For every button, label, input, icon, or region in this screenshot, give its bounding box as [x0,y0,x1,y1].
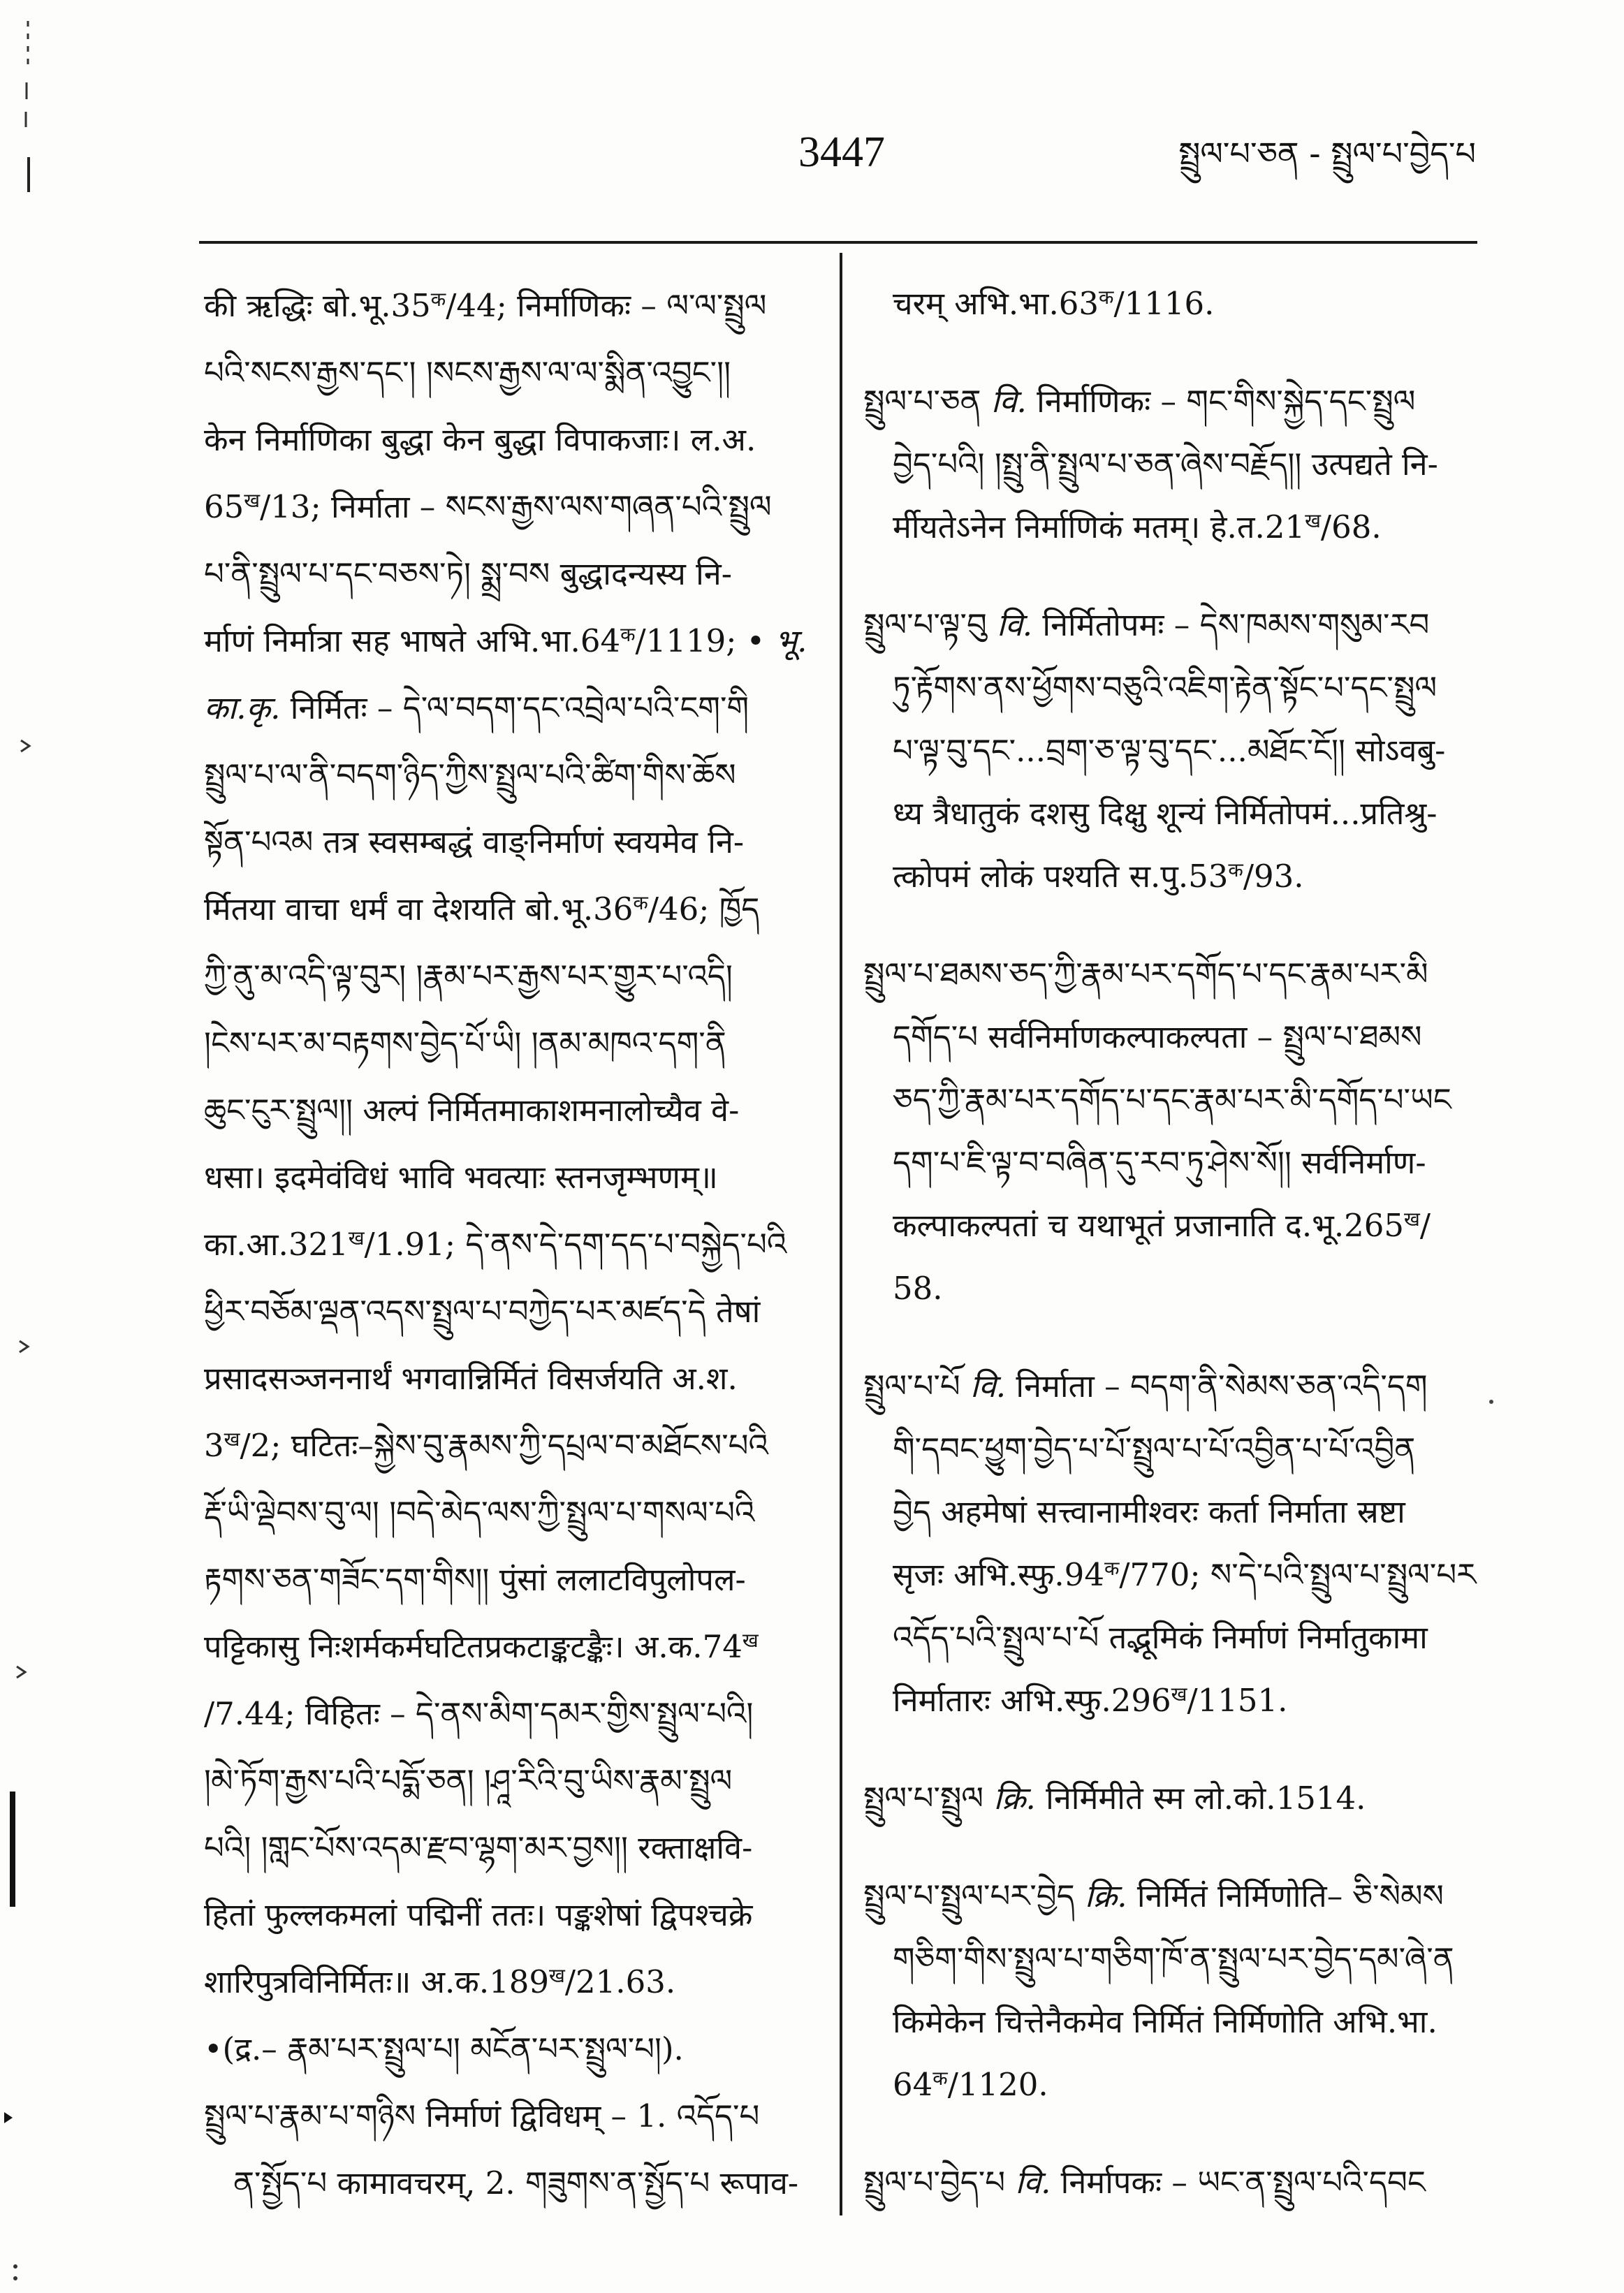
text-segment: བྱེད་པའི། །སྤྲུ་ནི་སྤྲུལ་པ་ཅན་ཞེས་བརྗོད།། उत्पद्यते नि- [893,446,1438,483]
text-line [863,1606,1479,1669]
folio-side-superscript: क [1099,285,1114,309]
text-segment: པ་ནི་སྤྲུལ་པ་དང་བཅས་ཏེ། སྨྲ་བས बुद्धादन्यस्य नि- [204,555,732,592]
text-segment: /1151. [1187,1682,1288,1719]
grammar-abbreviation: क्रि. [1085,1877,1127,1914]
text-segment: ན་སྤྱོད་པ कामावचरम्, 2. གཟུགས་ན་སྤྱོད་པ रूपाव- [233,2164,799,2202]
text-segment: འདོད་པའི་སྤྲུལ་པ་པོ तद्भूमिकं निर्माणं निर्मातुकामा [893,1619,1428,1656]
text-line [204,943,824,1010]
text-segment: र्माणं निर्मात्रा सह भाषते अभि.भा.64 [204,622,621,659]
text-line [863,943,1479,1006]
text-segment: /770; ས་དེ་པའི་སྤྲུལ་པ་སྤྲུལ་པར [1119,1556,1477,1593]
text-line [863,433,1479,496]
text-line [204,1748,824,1815]
text-segment: /13; निर्माता – སངས་རྒྱས་ལས་གཞན་པའི་སྤྲུལ [260,488,772,525]
text-line [863,1669,1479,1732]
text-line [204,1144,824,1211]
text-line [863,2151,1479,2214]
text-line [863,496,1479,559]
text-segment: རྟགས་ཅན་གཟོང་དག་གིས།། पुंसां ललाटविपुलोपल- [204,1561,746,1598]
text-segment: །ངེས་པར་མ་བརྟགས་བྱེད་པོ་ཡི། །ནམ་མཁའ་དག་ནི [204,1025,726,1062]
text-line [204,1211,824,1278]
text-segment: हितां फुल्लकमलां पद्मिनीं ततः। पङ्कशेषां द्विपश्चक्रे [204,1896,753,1933]
text-segment: དགོད་པ सर्वनिर्माणकल्पाकल्पता – སྤྲུལ་པ་ཐམས [893,1018,1422,1055]
text-segment: ध्य त्रैधातुकं दशसु दिक्षु शून्यं निर्मितोपमं...प्रतिश्रु- [893,795,1438,832]
text-segment: བྱེད अहमेषां सत्त्वानामीश्वरः कर्ता निर्माता स्रष्टा [893,1493,1405,1530]
text-line [204,1613,824,1680]
dictionary-entry [863,1355,1479,1732]
folio-side-superscript: ख [742,1628,759,1652]
text-line [204,1680,824,1748]
text-line [204,2016,824,2083]
text-line [863,1131,1479,1194]
margin-mark [1489,1400,1493,1404]
margin-mark [13,2276,17,2280]
text-segment: की ऋद्धिः बो.भू.35 [204,287,431,324]
text-line [863,1767,1479,1830]
text-line [204,2150,824,2217]
grammar-abbreviation: वि. [990,383,1027,420]
text-segment: शारिपुत्रविनिर्मितः॥ अ.क.189 [204,1963,550,2000]
folio-side-superscript: क [633,891,648,914]
text-line [204,1077,824,1144]
text-segment: ཆུང་ངུར་སྤྲུལ།། अल्पं निर्मितमाकाशमनालोच्यैव वे- [204,1092,740,1129]
text-line [863,1928,1479,1991]
text-segment: སྤྲུལ་པ་ལ་ནི་བདག་ཉིད་ཀྱིས་སྤྲུལ་པའི་ཚིག་གིས་ཆོས [204,756,736,793]
text-line [204,541,824,608]
text-segment: निर्मातारः अभि.स्फु.296 [893,1682,1171,1719]
text-segment: སྤྲུལ་པ་སྤྲུལ་པར་བྱེད [863,1877,1085,1914]
dictionary-entry [204,272,824,2083]
text-segment: /44; निर्माणिकः – ལ་ལ་སྤྲུལ [446,287,767,324]
text-segment: प्रसादसञ्जननार्थं भगवान्निर्मितं विसर्जयति अ.श. [204,1360,738,1397]
text-segment: སྤྲུལ་པ་ཐམས་ཅད་ཀྱི་རྣམ་པར་དགོད་པ་དང་རྣམ་པར་མི [863,955,1428,992]
text-segment: སྤྲུལ་པ་སྤྲུལ [863,1780,994,1817]
text-segment: /46; ཁྱོད [648,891,760,928]
folio-side-superscript: क [1104,1556,1120,1580]
dictionary-entry [863,1865,1479,2116]
text-segment: केन निर्माणिका बुद्धा केन बुद्धा विपाकजाः। ल.अ. [204,421,756,458]
text-line [204,406,824,474]
text-segment: སྤྲུལ་པ་བྱེད་པ [863,2164,1016,2201]
margin-mark [20,1341,28,1352]
text-segment: སྟོན་པའམ तत्र स्वसम्बद्धं वाङ्निर्माणं स्वयमेव नि- [204,823,745,860]
left-column [204,272,824,2217]
text-segment: का.आ.321 [204,1226,349,1263]
dictionary-entry [204,2083,824,2217]
text-line [863,1194,1479,1257]
folio-side-superscript: ख [224,1427,240,1451]
text-segment: निर्मितोपमः – དེས་ཁམས་གསུམ་རབ [1032,606,1430,643]
text-line [204,1278,824,1345]
margin-mark [17,1666,25,1678]
page-number: 3447 [798,129,885,176]
text-line [863,1418,1479,1481]
text-line [863,719,1479,782]
text-segment: सृजः अभि.स्फु.94 [893,1556,1104,1593]
margin-mark [21,740,29,752]
text-segment: /2; घटितः–སྐྱེས་བུ་རྣམས་ཀྱི་དཔྲལ་བ་མཐོངས་པའི [240,1427,768,1464]
text-segment: གཅིག་གིས་སྤྲུལ་པ་གཅིག་ཁོ་ན་སྤྲུལ་པར་བྱེད་དམ་ཞེ་ན [893,1940,1454,1977]
text-line [863,1006,1479,1069]
text-segment: निर्माणिकः – གང་གིས་སྐྱེད་དང་སྤྲུལ [1026,383,1416,420]
dictionary-entry [863,370,1479,559]
text-line [863,1991,1479,2053]
right-column [863,272,1479,2214]
text-segment: /21.63. [564,1963,676,2000]
text-line [863,1865,1479,1928]
dictionary-entry [863,2151,1479,2214]
dictionary-entry [863,594,1479,908]
text-line [204,1479,824,1546]
text-segment: /1116. [1113,285,1215,322]
text-line [204,742,824,809]
text-line [863,1355,1479,1418]
grammar-abbreviation: वि. [1015,2164,1051,2201]
text-line [204,876,824,943]
text-segment: /7.44; विहितः – དེ་ནས་མིག་དམར་གྱིས་སྤྲུལ་པའི། [204,1695,754,1732]
text-segment: ཏུ་རྟོགས་ནས་ཕྱོགས་བཅུའི་འཇིག་རྟེན་སྟོང་པ་དང་སྤྲུལ [893,669,1438,706]
grammar-abbreviation: वि. [997,606,1033,643]
text-segment: निर्मितं निर्मिणोति– ཅི་སེམས [1127,1877,1444,1914]
text-segment: /1120. [947,2066,1048,2103]
margin-mark [10,1792,15,1907]
text-line [863,272,1479,335]
text-line [204,809,824,876]
grammar-abbreviation: क्रि. [993,1780,1036,1817]
text-line [204,1815,824,1882]
text-segment: ཀྱི་ནུ་མ་འདི་ལྟ་བུར། །རྣམ་པར་རྒྱས་པར་གྱུར་པ་འདི། [204,958,733,995]
column-divider [840,253,842,2215]
text-segment: སྤྲུལ་པ་ལྟ་བུ [863,606,997,643]
text-line [204,1412,824,1479]
text-line [863,657,1479,719]
folio-side-superscript: ख [348,1226,365,1250]
text-line [204,1010,824,1077]
text-segment: निर्माता – བདག་ནི་སེམས་ཅན་འདི་དག [1006,1368,1428,1405]
text-segment: ཅད་ཀྱི་རྣམ་པར་དགོད་པ་དང་རྣམ་པར་མི་དགོད་པ་ཡང [893,1081,1451,1118]
text-segment: གི་དབང་ཕྱུག་བྱེད་པ་པོ་སྤྲུལ་པ་པོ་འབྱིན་པ་པོ་འབྱིན [893,1430,1416,1467]
header-rule [199,241,1477,244]
text-segment: र्मितया वाचा धर्मं वा देशयति बो.भू.36 [204,891,634,928]
text-line [204,1546,824,1613]
text-line [204,272,824,339]
dictionary-entry [863,943,1479,1320]
text-segment: निर्मिमीते स्म लो.को.1514. [1035,1780,1366,1817]
text-segment: त्कोपमं लोकं पश्यति स.पु.53 [893,858,1229,895]
text-line [204,339,824,406]
text-segment: རྡོ་ཡི་ལྡེབས་བུ་ལ། །བདེ་མེད་ལས་ཀྱི་སྤྲུལ་པ་གསལ་པའི [204,1494,755,1531]
text-segment: धसा। इदमेवंविधं भावि भवत्याः स्तनजृम्भणम्॥ [204,1159,718,1196]
text-line [863,1257,1479,1320]
folio-side-superscript: ख [1305,508,1321,532]
text-line [204,2083,824,2150]
text-line [863,1069,1479,1131]
text-segment: /93. [1243,858,1304,895]
grammar-abbreviation: वि. [970,1368,1007,1405]
text-line [863,845,1479,908]
text-line [204,474,824,541]
folio-side-superscript: क [932,2066,948,2090]
text-line [863,2053,1479,2116]
text-segment: པ་ལྟ་བུ་དང་...བྲག་ཅ་ལྟ་བུ་དང་...མཐོང་ངོ།། सोऽवबु- [893,732,1446,769]
text-segment: /1.91; དེ་ནས་དེ་དག་དད་པ་བསྐྱེད་པའི [364,1226,787,1263]
text-segment: चरम् अभि.भा.63 [893,285,1099,322]
text-segment: कल्पाकल्पतां च यथाभूतं प्रजानाति द.भू.265 [893,1207,1405,1244]
text-segment: पट्टिकासु निःशर्मकर्मघटितप्रकटाङ्कटङ्कैः। अ.क.74 [204,1628,742,1665]
text-segment: निर्मितः – དེ་ལ་བདག་དང་འབྲེལ་པའི་ངག་གི [280,689,749,726]
folio-side-superscript: ख [1404,1207,1420,1231]
text-line [204,675,824,742]
text-segment: / [1419,1207,1431,1244]
folio-side-superscript: ख [1171,1682,1187,1706]
text-line [863,1481,1479,1544]
text-segment: /68. [1320,508,1382,545]
folio-side-superscript: ख [549,1963,565,1987]
text-segment: 64 [893,2066,933,2103]
text-segment: र्मीयतेऽनेन निर्माणिकं मतम्। हे.त.21 [893,508,1305,545]
margin-mark [13,2264,17,2269]
grammar-abbreviation: भू. [775,622,807,659]
text-segment: 65 [204,488,244,525]
text-line [863,370,1479,433]
text-segment: ཕྱིར་བཅོམ་ལྡན་འདས་སྤྲུལ་པ་བཀྱེད་པར་མཛད་དེ तेषां [204,1293,761,1330]
folio-side-superscript: क [1228,858,1243,881]
dictionary-entry [863,1767,1479,1830]
text-segment: སྤྲུལ་པ་པོ [863,1368,971,1405]
text-line [204,1882,824,1949]
text-line [204,1949,824,2016]
text-segment: किमेकेन चित्तेनैकमेव निर्मितं निर्मिणोति अभि.भा. [893,2003,1438,2040]
grammar-abbreviation: का.कृ. [204,689,281,726]
text-segment: །མེ་ཏོག་རྒྱས་པའི་པདྨོ་ཅན། །ཤཱ་རིའི་བུ་ཡིས་རྣམ་སྤྲུལ [204,1762,733,1799]
text-segment: निर्मापकः – ཡང་ན་སྤྲུལ་པའི་དབང [1051,2164,1426,2201]
text-segment: 3 [204,1427,224,1464]
text-segment: དག་པ་ཇི་ལྟ་བ་བཞིན་དུ་རབ་ཏུ་ཤེས་སོ།། सर्वनिर्माण- [893,1144,1426,1181]
text-segment: པའི། །གླང་པོས་འདམ་རྫབ་ལྷག་མར་བྱས།། रक्ताक्षवि- [204,1829,753,1866]
folio-side-superscript: क [620,622,636,646]
text-segment: སྤྲུལ་པ་ཅན [863,383,991,420]
dictionary-entry [863,272,1479,335]
text-segment: /1119; • [635,622,775,659]
text-line [863,594,1479,657]
text-line [204,1345,824,1412]
running-head: སྤྲུལ་པ་ཅན - སྤྲུལ་པ་བྱེད་པ [1178,135,1476,173]
text-segment: •(द्र.– རྣམ་པར་སྤྲུལ་པ། མངོན་པར་སྤྲུལ་པ།). [204,2030,684,2067]
text-line [863,782,1479,845]
text-line [204,608,824,675]
text-segment: 58. [893,1270,943,1307]
text-line [863,1544,1479,1606]
folio-side-superscript: ख [244,488,261,512]
text-segment: སྤྲུལ་པ་རྣམ་པ་གཉིས निर्माणं द्विविधम् – 1. འདོད་པ [204,2097,760,2134]
margin-mark [4,2112,13,2123]
folio-side-superscript: क [430,287,446,311]
text-segment: པའི་སངས་རྒྱས་དང་། །སངས་རྒྱས་ལ་ལ་སྨིན་འབྱུང་།། [204,354,731,391]
